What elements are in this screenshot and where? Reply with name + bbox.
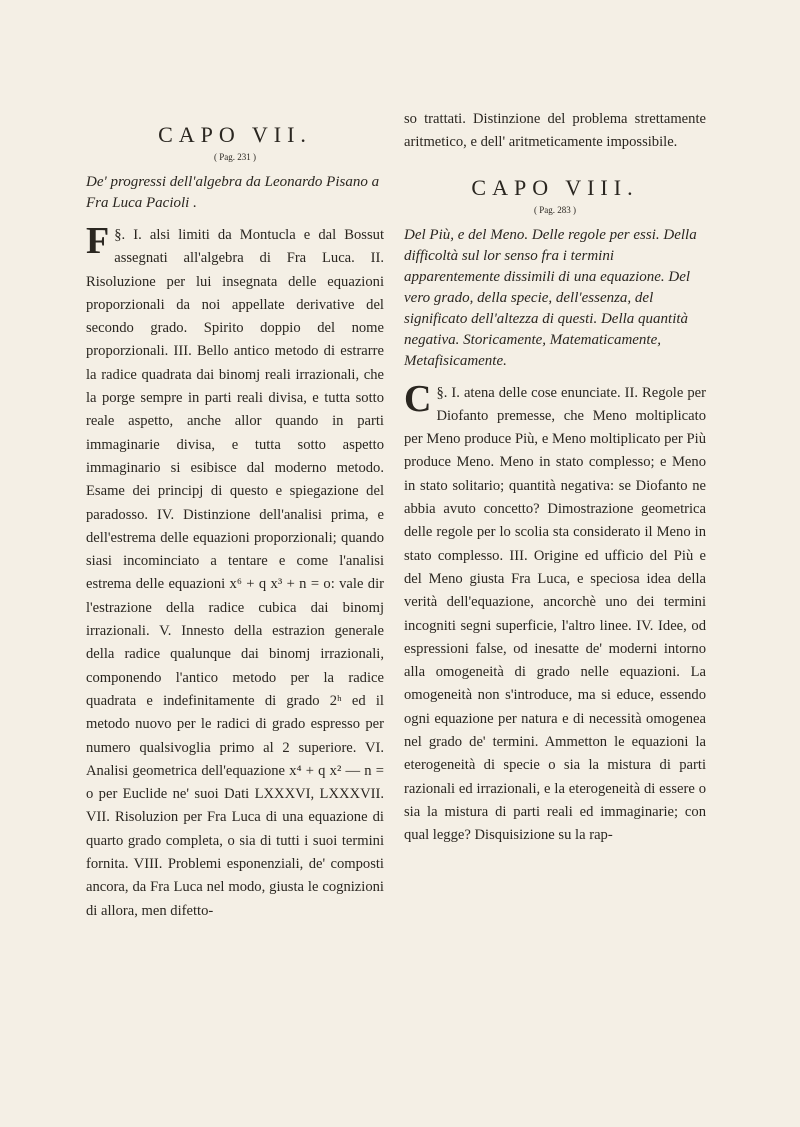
drop-cap: F <box>86 220 110 262</box>
chapter-subtitle: Del Più, e del Meno. Delle regole per essi. Della difficoltà sul lor senso fra i termini apparentemente dissimili di una equazione. Del vero grado, della specie, dell'essenza, del significato dell'altezza di questi. Della quantità negativa. Storicamente, Matematicamente, Metafisicamente. <box>404 226 697 369</box>
chapter-title: CAPO VII. <box>158 122 312 147</box>
chapter-title: CAPO VIII. <box>471 174 639 200</box>
right-column <box>404 0 706 848</box>
chapter-summary <box>86 220 384 923</box>
page-reference: ( Pag. 231 ) <box>214 152 256 162</box>
section-mark: §. I. <box>436 384 460 401</box>
section-mark: §. I. <box>114 227 142 243</box>
chapter-summary <box>404 377 706 848</box>
left-column <box>86 0 384 923</box>
drop-cap: C <box>404 377 432 420</box>
continued-text: so trattati. Distinzione del problema strettamente aritmetico, e dell' aritmeticamente impossibile. <box>404 111 706 151</box>
chapter-subtitle: De' progressi dell'algebra da Leonardo Pisano a Fra Luca Pacioli . <box>86 174 380 211</box>
page-reference: ( Pag. 283 ) <box>534 204 576 215</box>
summary-body: alsi limiti da Montucla e dal Bossut assegnati all'algebra di Fra Luca. II. Risoluzione per lui insegnata delle equazioni proporzionali da noi appellate derivative del secondo grado. Spirito doppio del nome proporzionali. III. Bello antico metodo di estrarre la radice quadrata dai binomj reali irrazionali, che la porge sempre in parti reali divisa, e tutta sotto reale aspetto, anche allor quando in parti immaginarie divisa, e tutta sotto aspetto immaginario si esibisce dal moderno metodo. Esame dei principj di questo e spiegazione del paradosso. IV. Distinzione dell'analisi prima, e dell'estrema delle equazioni proporzionali; quando siasi incominciato a tentare e come l'analisi estrema delle equazioni x⁶ + q x³ + n = o: vale dir l'estrazione della radice cubica dai binomj irrazionali. V. Innesto della estrazion generale della radice qualunque dai binomj irrazionali, componendo l'antico metodo per la radice quadrata e indefinitamente di grado 2ʰ ed il metodo nuovo per le radici di grado espresso per numero qualsivoglia primo al 2 superiore. VI. Analisi geometrica dell'equazione x⁴ + q x² — n = o per Euclide ne' suoi Dati LXXXVI, LXXXVII. VII. Risoluzion per Fra Luca di una equazione di quarto grado completa, o sia di tutti i suoi termini fornita. VIII. Problemi esponenziali, de' composti ancora, da Fra Luca nel modo, giusta le cognizioni di allora, men difetto- <box>86 227 384 919</box>
summary-body: atena delle cose enunciate. II. Regole per Diofanto premesse, che Meno moltiplicato per Meno produce Più, e Meno moltiplicato per Più produce Meno. Meno in stato complesso; e Meno in stato solitario; quantità negativa: se Diofanto ne abbia avuto concetto? Dimostrazione geometrica delle regole per lo scolia sta considerato il Meno in stato complesso. III. Origine ed ufficio del Più e del Meno giusta Fra Luca, e speciosa idea della verità dell'equazione, ancorchè uno dei termini incogniti segni superficie, l'altro linee. IV. Idee, od espressioni false, od inesatte de' moderni intorno alla omogeneità di grado nelle equazioni. La omogeneità non s'introduce, ma si educe, essendo ogni equazione per natura e di necessità omogenea nel grado de' termini. Ammetton le equazioni la eterogeneità di specie o sia la mistura di parti razionali ed irrazionali, e la eterogeneità di essere o sia la mistura di parti reali ed immaginarie; con qual legge? Disquisizione su la rap- <box>404 384 706 844</box>
